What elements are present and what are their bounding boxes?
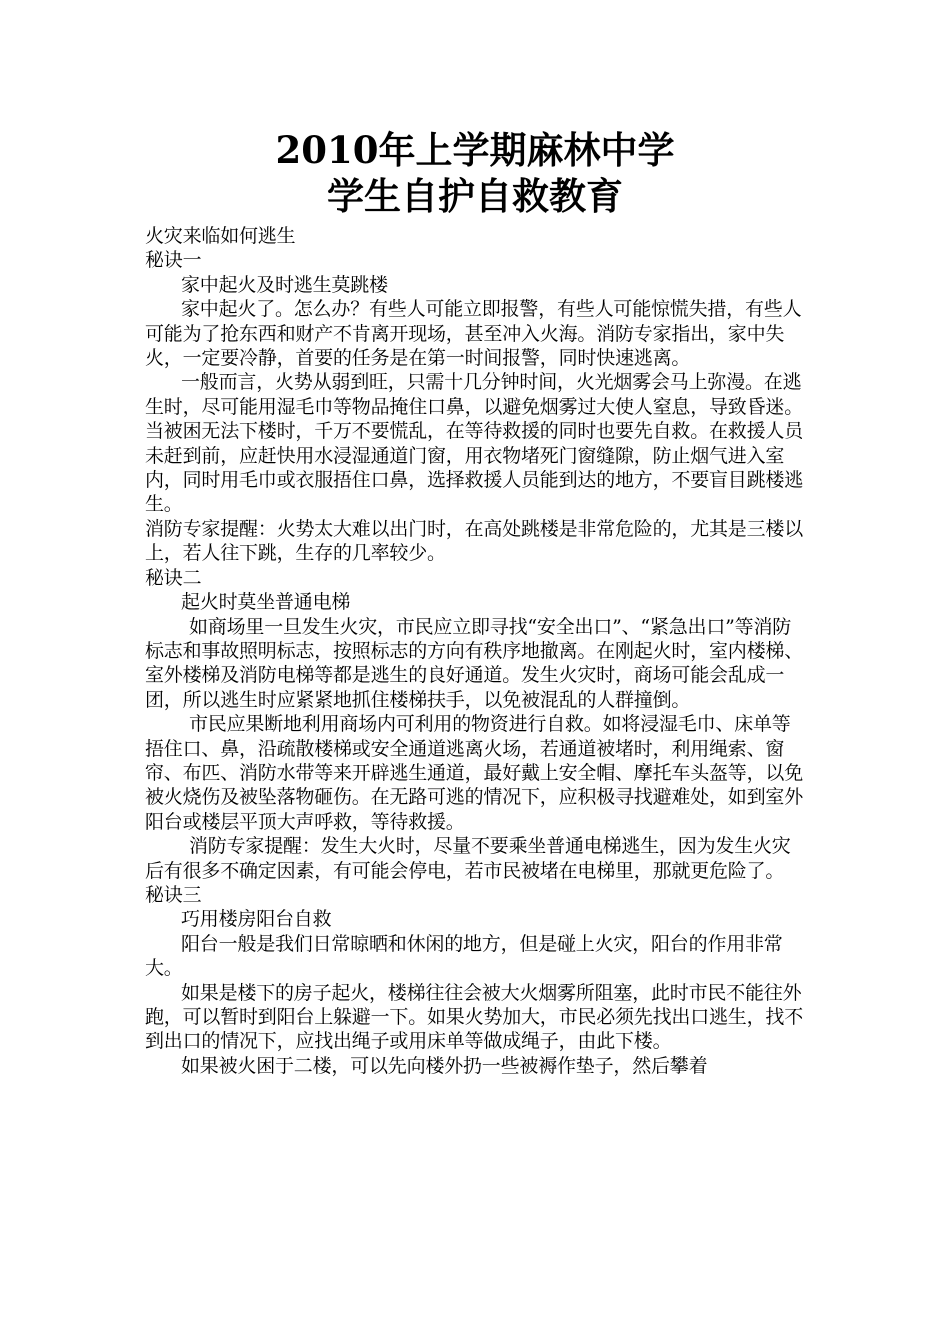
document-title-line-2: 学生自护自救教育 [327,174,623,218]
tip-label: 秘诀三 [145,883,202,906]
paragraph: 如果被火困于二楼，可以先向楼外扔一些被褥作垫子，然后攀着 [181,1054,708,1077]
section-heading: 火灾来临如何逃生 [145,225,296,247]
paragraph: 市民应果断地利用商场内可利用的物资进行自救。如将浸湿毛巾、床单等捂住口、鼻，沿疏散楼梯或安全通道逃离火场，若通道被堵时，利用绳索、窗帘、布匹、消防水带等来开辟逃生通道，最好戴上安全帽、摩托车头盔等，以免被火烧伤及被坠落物砸伤。在无路可逃的情况下，应积极寻找避难处，如到室外阳台或楼层平顶大声呼救，等待救援。 [145,713,804,833]
tip-label: 秘诀二 [145,566,202,589]
tip-subtitle: 家中起火及时逃生莫跳楼 [181,273,388,296]
tip-subtitle: 巧用楼房阳台自救 [181,908,332,931]
tip-label: 秘诀一 [145,249,202,272]
tip-subtitle: 起火时莫坐普通电梯 [181,591,351,614]
document-body [145,224,809,1078]
paragraph: 家中起火了。怎么办？有些人可能立即报警，有些人可能惊慌失措，有些人可能为了抢东西和财产不肯离开现场，甚至冲入火海。消防专家指出，家中失火，一定要冷静，首要的任务是在第一时间报警，同时快速逃离。 [145,298,802,370]
paragraph: 如果是楼下的房子起火，楼梯往往会被大火烟雾所阻塞，此时市民不能往外跑，可以暂时到阳台上躲避一下。如果火势加大，市民必须先找出口逃生，找不到出口的情况下，应找出绳子或用床单等做成绳子，由此下楼。 [145,981,804,1053]
paragraph: 消防专家提醒：火势太大难以出门时，在高处跳楼是非常危险的，尤其是三楼以上，若人往下跳，生存的几率较少。 [145,517,804,565]
paragraph: 如商场里一旦发生火灾，市民应立即寻找“安全出口”、“紧急出口”等消防标志和事故照明标志，按照标志的方向有秩序地撤离。在刚起火时，室内楼梯、室外楼梯及消防电梯等都是逃生的良好通道。发生火灾时，商场可能会乱成一团，所以逃生时应紧紧地抓住楼梯扶手，以免被混乱的人群撞倒。 [145,615,804,711]
paragraph: 消防专家提醒：发生大火时，尽量不要乘坐普通电梯逃生，因为发生火灾后有很多不确定因素，有可能会停电，若市民被堵在电梯里，那就更危险了。 [145,835,791,882]
document-title-line-1: 2010年上学期麻林中学 [275,128,675,172]
paragraph: 阳台一般是我们日常晾晒和休闲的地方，但是碰上火灾，阳台的作用非常大。 [145,932,783,980]
paragraph: 一般而言，火势从弱到旺，只需十几分钟时间，火光烟雾会马上弥漫。在逃生时，尽可能用湿毛巾等物品掩住口鼻，以避免烟雾过大使人窒息，导致昏迷。 [145,371,804,418]
paragraph: 当被困无法下楼时，千万不要慌乱，在等待救援的同时也要先自救。在救援人员未赶到前，应赶快用水浸湿通道门窗，用衣物堵死门窗缝隙，防止烟气进入室内，同时用毛巾或衣服捂住口鼻，选择救援人员能到达的地方，不要盲目跳楼逃生。 [145,420,804,516]
